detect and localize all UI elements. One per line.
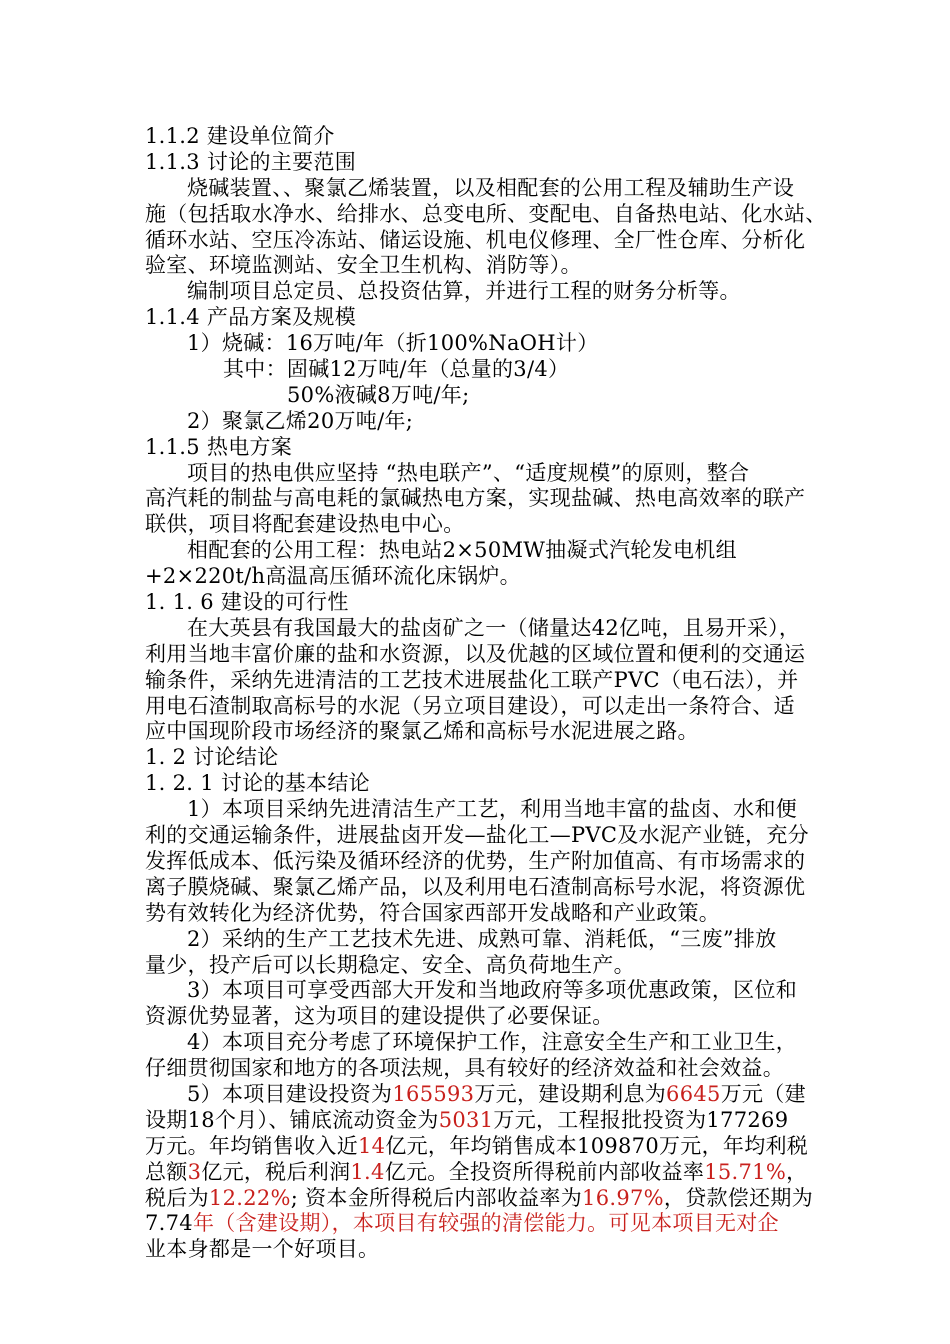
text-line <box>145 875 845 901</box>
text-line <box>145 1160 845 1186</box>
text-line <box>145 694 845 720</box>
text-segment: 发挥低成本、低污染及循环经济的优势，生产附加值高、有市场需求的 <box>145 848 806 873</box>
text-line <box>145 357 845 383</box>
text-segment: ; 资本金所得税后内部收益率为 <box>290 1185 583 1210</box>
text-line <box>145 1134 845 1160</box>
text-segment: 势有效转化为经济优势，符合国家西部开发战略和产业政策。 <box>145 900 721 925</box>
highlighted-value: 12.22% <box>208 1185 291 1210</box>
text-segment: ， <box>786 1159 808 1184</box>
text-segment: 编制项目总定员、总投资估算，并进行工程的财务分析等。 <box>187 279 741 304</box>
text-line <box>145 745 845 771</box>
text-segment: 烧碱装置、、聚氯乙烯装置，以及相配套的公用工程及辅助生产设 <box>187 175 795 200</box>
text-segment: 1. 1. 6 建设的可行性 <box>145 590 349 615</box>
text-segment: +2×220t/h高温高压循环流化床锅炉。 <box>145 564 521 589</box>
text-segment: 输条件，采纳先进清洁的工艺技术进展盐化工联产PVC（电石法），并 <box>145 667 799 692</box>
text-line <box>145 176 845 202</box>
text-line <box>145 409 845 435</box>
highlighted-value: 年（含建设期），本项目有较强的清偿能力。可见本项目无对企 <box>192 1211 779 1236</box>
text-line <box>145 901 845 927</box>
highlighted-value: 3 <box>187 1159 202 1184</box>
text-segment: 验室、环境监测站、安全卫生机构、消防等）。 <box>145 253 582 278</box>
highlighted-value: 6645 <box>666 1081 721 1106</box>
highlighted-value: 1.4 <box>350 1159 385 1184</box>
text-line <box>145 823 845 849</box>
text-segment: 离子膜烧碱、聚氯乙烯产品，以及利用电石渣制高标号水泥，将资源优 <box>145 874 806 899</box>
text-segment: 高汽耗的制盐与高电耗的氯碱热电方案，实现盐碱、热电高效率的联产 <box>145 486 806 511</box>
text-line <box>145 124 845 150</box>
text-line <box>145 953 845 979</box>
text-segment: 用电石渣制取高标号的水泥（另立项目建设），可以走出一条符合、适 <box>145 693 795 718</box>
text-segment: 万元，建设期利息为 <box>474 1081 667 1106</box>
text-line <box>145 150 845 176</box>
highlighted-value: 165593 <box>392 1081 475 1106</box>
text-segment: 1. 2. 1 讨论的基本结论 <box>145 771 370 796</box>
text-segment: 总额 <box>145 1159 188 1184</box>
text-line <box>145 305 845 331</box>
text-line <box>145 1211 845 1237</box>
text-segment: 7.74 <box>145 1211 193 1236</box>
highlighted-value: 15.71% <box>704 1159 787 1184</box>
text-line <box>145 564 845 590</box>
document-page <box>145 124 845 1263</box>
text-segment: 1. 2 讨论结论 <box>145 745 279 770</box>
text-line <box>145 512 845 538</box>
text-line <box>145 202 845 228</box>
text-line <box>145 797 845 823</box>
text-line <box>145 279 845 305</box>
text-segment: 业本身都是一个好项目。 <box>145 1237 380 1262</box>
text-line <box>145 253 845 279</box>
text-segment: 万元。年均销售收入近 <box>145 1133 358 1158</box>
text-segment: 税后为 <box>145 1185 209 1210</box>
text-segment: 仔细贯彻国家和地方的各项法规，具有较好的经济效益和社会效益。 <box>145 1056 784 1081</box>
highlighted-value: 14 <box>358 1133 386 1158</box>
text-line <box>145 1082 845 1108</box>
text-segment: 设期18个月）、铺底流动资金为 <box>145 1107 439 1132</box>
text-line <box>145 1030 845 1056</box>
text-line <box>145 978 845 1004</box>
text-line <box>145 228 845 254</box>
text-segment: 2）采纳的生产工艺技术先进、成熟可靠、消耗低，“三废”排放 <box>187 926 777 951</box>
text-segment: 其中：固碱12万吨/年（总量的3/4） <box>223 357 570 382</box>
text-line <box>145 771 845 797</box>
text-line <box>145 1056 845 1082</box>
text-line <box>145 331 845 357</box>
text-segment: 4）本项目充分考虑了环境保护工作，注意安全生产和工业卫生， <box>187 1030 798 1055</box>
text-line <box>145 719 845 745</box>
text-segment: 应中国现阶段市场经济的聚氯乙烯和高标号水泥进展之路。 <box>145 719 699 744</box>
text-segment: 1.1.4 产品方案及规模 <box>145 305 357 330</box>
text-segment: 联供，项目将配套建设热电中心。 <box>145 512 465 537</box>
text-segment: 循环水站、空压冷冻站、储运设施、机电仪修理、全厂性仓库、分析化 <box>145 227 806 252</box>
text-line <box>145 538 845 564</box>
text-line <box>145 668 845 694</box>
text-line <box>145 461 845 487</box>
text-line <box>145 1237 845 1263</box>
text-segment: 50%液碱8万吨/年; <box>287 382 470 407</box>
text-segment: 相配套的公用工程：热电站2×50MW抽凝式汽轮发电机组 <box>187 538 737 563</box>
text-segment: ，贷款偿还期为 <box>663 1185 814 1210</box>
text-segment: 万元，工程报批投资为177269 <box>493 1107 789 1132</box>
highlighted-value: 5031 <box>438 1107 494 1132</box>
text-segment: 1.1.2 建设单位简介 <box>145 124 335 148</box>
text-segment: 利的交通运输条件，进展盐卤开发—盐化工—PVC及水泥产业链，充分 <box>145 823 809 848</box>
text-line <box>145 1004 845 1030</box>
text-line <box>145 1186 845 1212</box>
text-segment: 1.1.3 讨论的主要范围 <box>145 149 357 174</box>
text-line <box>145 590 845 616</box>
text-line <box>145 927 845 953</box>
text-segment: 在大英县有我国最大的盐卤矿之一（储量达42亿吨，且易开采）， <box>187 615 801 640</box>
text-segment: 施（包括取水净水、给排水、总变电所、变配电、自备热电站、化水站、 <box>145 201 827 226</box>
text-segment: 项目的热电供应坚持 “热电联产”、“适度规模”的原则，整合 <box>187 460 750 485</box>
text-segment: 亿元。全投资所得税前内部收益率 <box>384 1159 705 1184</box>
text-segment: 2）聚氯乙烯20万吨/年; <box>187 408 414 433</box>
text-line <box>145 849 845 875</box>
text-segment: 3）本项目可享受西部大开发和当地政府等多项优惠政策，区位和 <box>187 978 798 1003</box>
text-segment: 1）本项目采纳先进清洁生产工艺，利用当地丰富的盐卤、水和便 <box>187 797 798 822</box>
text-line <box>145 486 845 512</box>
text-segment: 资源优势显著，这为项目的建设提供了必要保证。 <box>145 1004 614 1029</box>
text-segment: 亿元，年均销售成本109870万元，年均利税 <box>385 1133 809 1158</box>
text-segment: 利用当地丰富价廉的盐和水资源，以及优越的区域位置和便利的交通运 <box>145 641 806 666</box>
text-segment: 1）烧碱：16万吨/年（折100%NaOH计） <box>187 331 599 356</box>
text-segment: 亿元，税后利润 <box>201 1159 351 1184</box>
text-line <box>145 642 845 668</box>
text-segment: 量少，投产后可以长期稳定、安全、高负荷地生产。 <box>145 952 635 977</box>
text-line <box>145 383 845 409</box>
text-segment: 1.1.5 热电方案 <box>145 434 293 459</box>
text-line <box>145 616 845 642</box>
text-line <box>145 435 845 461</box>
text-segment: 万元（建 <box>720 1081 806 1106</box>
text-segment: 5）本项目建设投资为 <box>187 1081 393 1106</box>
highlighted-value: 16.97% <box>582 1185 664 1210</box>
text-line <box>145 1108 845 1134</box>
